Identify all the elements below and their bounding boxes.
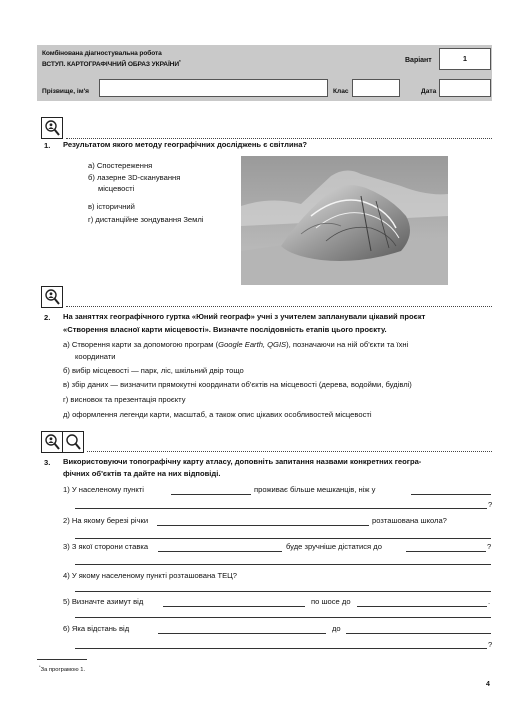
class-label: Клас xyxy=(333,88,349,95)
variant-label: Варіант xyxy=(405,57,432,64)
name-field[interactable] xyxy=(99,79,328,97)
header-block xyxy=(37,45,492,101)
question-text: «Створення власної карти місцевості». Визначте послідовність етапів цього проєкту. xyxy=(63,325,387,334)
magnifier-person-icon xyxy=(41,117,63,139)
fill-in-prompt: буде зручніше дістатися до xyxy=(286,542,382,551)
fill-in-prompt: 5) Визначте азимут від xyxy=(63,597,144,606)
project-stage-option[interactable]: д) оформлення легенди карти, масштаб, а також опис цікавих особливостей місцевості xyxy=(63,410,372,419)
answer-blank[interactable] xyxy=(411,494,491,495)
project-stage-option[interactable]: в) збір даних — визначити прямокутні координати об'єктів на місцевості (дерева, водойми, будівлі) xyxy=(63,380,412,389)
answer-blank[interactable] xyxy=(163,606,305,607)
fill-in-prompt: 1) У населеному пункті xyxy=(63,485,144,494)
project-stage-option[interactable]: а) Створення карти за допомогою програм (Google Earth, QGIS), позначаючи на ній об'єкти та їхні xyxy=(63,340,409,349)
footnote: *За програмою 1. xyxy=(39,664,86,673)
magnifier-person-icon xyxy=(41,431,63,453)
question-text: фічних об'єктів та дайте на них відповіді. xyxy=(63,469,221,478)
project-stage-option[interactable]: г) висновок та презентація проєкту xyxy=(63,395,186,404)
answer-option[interactable]: г) дистанційне зондування Землі xyxy=(88,215,204,224)
fill-in-prompt: 4) У якому населеному пункті розташована ТЕЦ? xyxy=(63,571,238,580)
answer-line[interactable] xyxy=(75,564,491,565)
class-field[interactable] xyxy=(352,79,400,97)
question-text: На заняттях географічного гуртка «Юний географ» учні з учителем запланували цікавий проєкт xyxy=(63,312,426,321)
topic-title: ВСТУП. КАРТОГРАФІЧНИЙ ОБРАЗ УКРАЇНИ* xyxy=(42,59,181,69)
question-text: Результатом якого методу географічних досліджень є світлина? xyxy=(63,140,308,149)
fill-in-prompt: 2) На якому березі річки xyxy=(63,516,149,525)
punctuation: ? xyxy=(487,542,492,551)
date-field[interactable] xyxy=(439,79,491,97)
answer-blank[interactable] xyxy=(158,551,282,552)
fill-in-prompt: по шосе до xyxy=(311,597,351,606)
answer-line[interactable] xyxy=(75,648,487,649)
punctuation: . xyxy=(488,597,491,606)
section-divider xyxy=(66,306,492,307)
answer-blank[interactable] xyxy=(157,525,369,526)
answer-blank[interactable] xyxy=(171,494,251,495)
answer-line[interactable] xyxy=(75,591,491,592)
variant-value: 1 xyxy=(439,48,491,70)
fill-in-prompt: до xyxy=(332,624,341,633)
work-type-title: Комбінована діагностувальна робота xyxy=(42,50,162,57)
question-number: 1. xyxy=(44,141,51,150)
fill-in-prompt: 3) З якої сторони ставка xyxy=(63,542,149,551)
answer-line[interactable] xyxy=(75,538,491,539)
question-number: 3. xyxy=(44,458,51,467)
answer-blank[interactable] xyxy=(158,633,326,634)
fill-in-prompt: 6) Яка відстань від xyxy=(63,624,130,633)
punctuation: ? xyxy=(488,500,493,509)
project-stage-option[interactable]: б) вибір місцевості — парк, ліс, шкільний двір тощо xyxy=(63,366,244,375)
page-number: 4 xyxy=(486,681,490,688)
answer-option[interactable]: б) лазерне 3D-сканування xyxy=(88,173,181,182)
magnifier-icon xyxy=(62,431,84,453)
answer-blank[interactable] xyxy=(346,633,491,634)
satellite-photo xyxy=(241,156,448,285)
footnote-rule xyxy=(37,659,87,660)
answer-option[interactable]: а) Спостереження xyxy=(88,161,153,170)
answer-blank[interactable] xyxy=(406,551,486,552)
fill-in-prompt: розташована школа? xyxy=(372,516,447,525)
name-label: Прізвище, ім'я xyxy=(42,88,90,95)
answer-option-continuation: місцевості xyxy=(98,184,135,193)
section-divider xyxy=(66,138,492,139)
question-text: Використовуючи топографічну карту атласу, доповніть запитання назвами конкретних геогра- xyxy=(63,457,422,466)
punctuation: ? xyxy=(488,640,493,649)
answer-line[interactable] xyxy=(75,617,491,618)
magnifier-person-icon xyxy=(41,286,63,308)
date-label: Дата xyxy=(421,88,437,95)
section-divider xyxy=(87,451,492,452)
answer-line[interactable] xyxy=(75,508,487,509)
project-stage-continuation: координати xyxy=(75,352,116,361)
fill-in-prompt: проживає більше мешканців, ніж у xyxy=(254,485,376,494)
question-number: 2. xyxy=(44,313,51,322)
answer-option[interactable]: в) історичний xyxy=(88,202,135,211)
answer-blank[interactable] xyxy=(357,606,487,607)
